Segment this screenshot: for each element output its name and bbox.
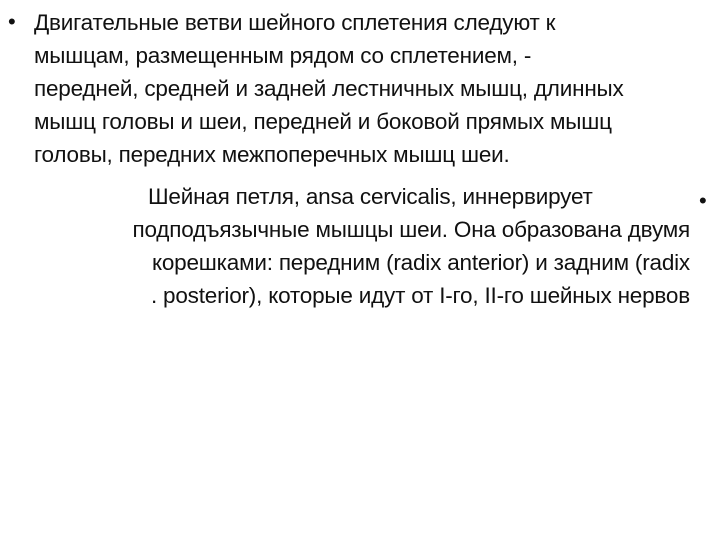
paragraph-1-line-5: головы, передних межпоперечных мышц шеи. [34,142,510,167]
bullet-2: • [699,188,707,213]
paragraph-2-line-2: подподъязычные мышцы шеи. Она образована двумя [132,217,690,242]
paragraph-1-line-4: мышц головы и шеи, передней и боковой прямых мышц [34,109,612,134]
bullet-1: • [8,9,16,34]
paragraph-2-line-4: . posterior), которые идут от I-го, II-го шейных нервов [150,283,690,308]
paragraph-2-line-3: корешками: передним (radix anterior) и задним (radix [151,250,690,275]
paragraph-1-line-2: мышцам, размещенным рядом со сплетением, - [34,43,532,68]
paragraph-motor-branches [34,6,714,171]
paragraph-2-line-1: Шейная петля, ansa cervicalis, иннервирует [148,184,593,209]
paragraph-1-line-3: передней, средней и задней лестничных мышц, длинных [34,76,624,101]
paragraph-ansa-cervicalis [40,180,690,312]
paragraph-1-line-1: Двигательные ветви шейного сплетения следуют к [34,10,556,35]
